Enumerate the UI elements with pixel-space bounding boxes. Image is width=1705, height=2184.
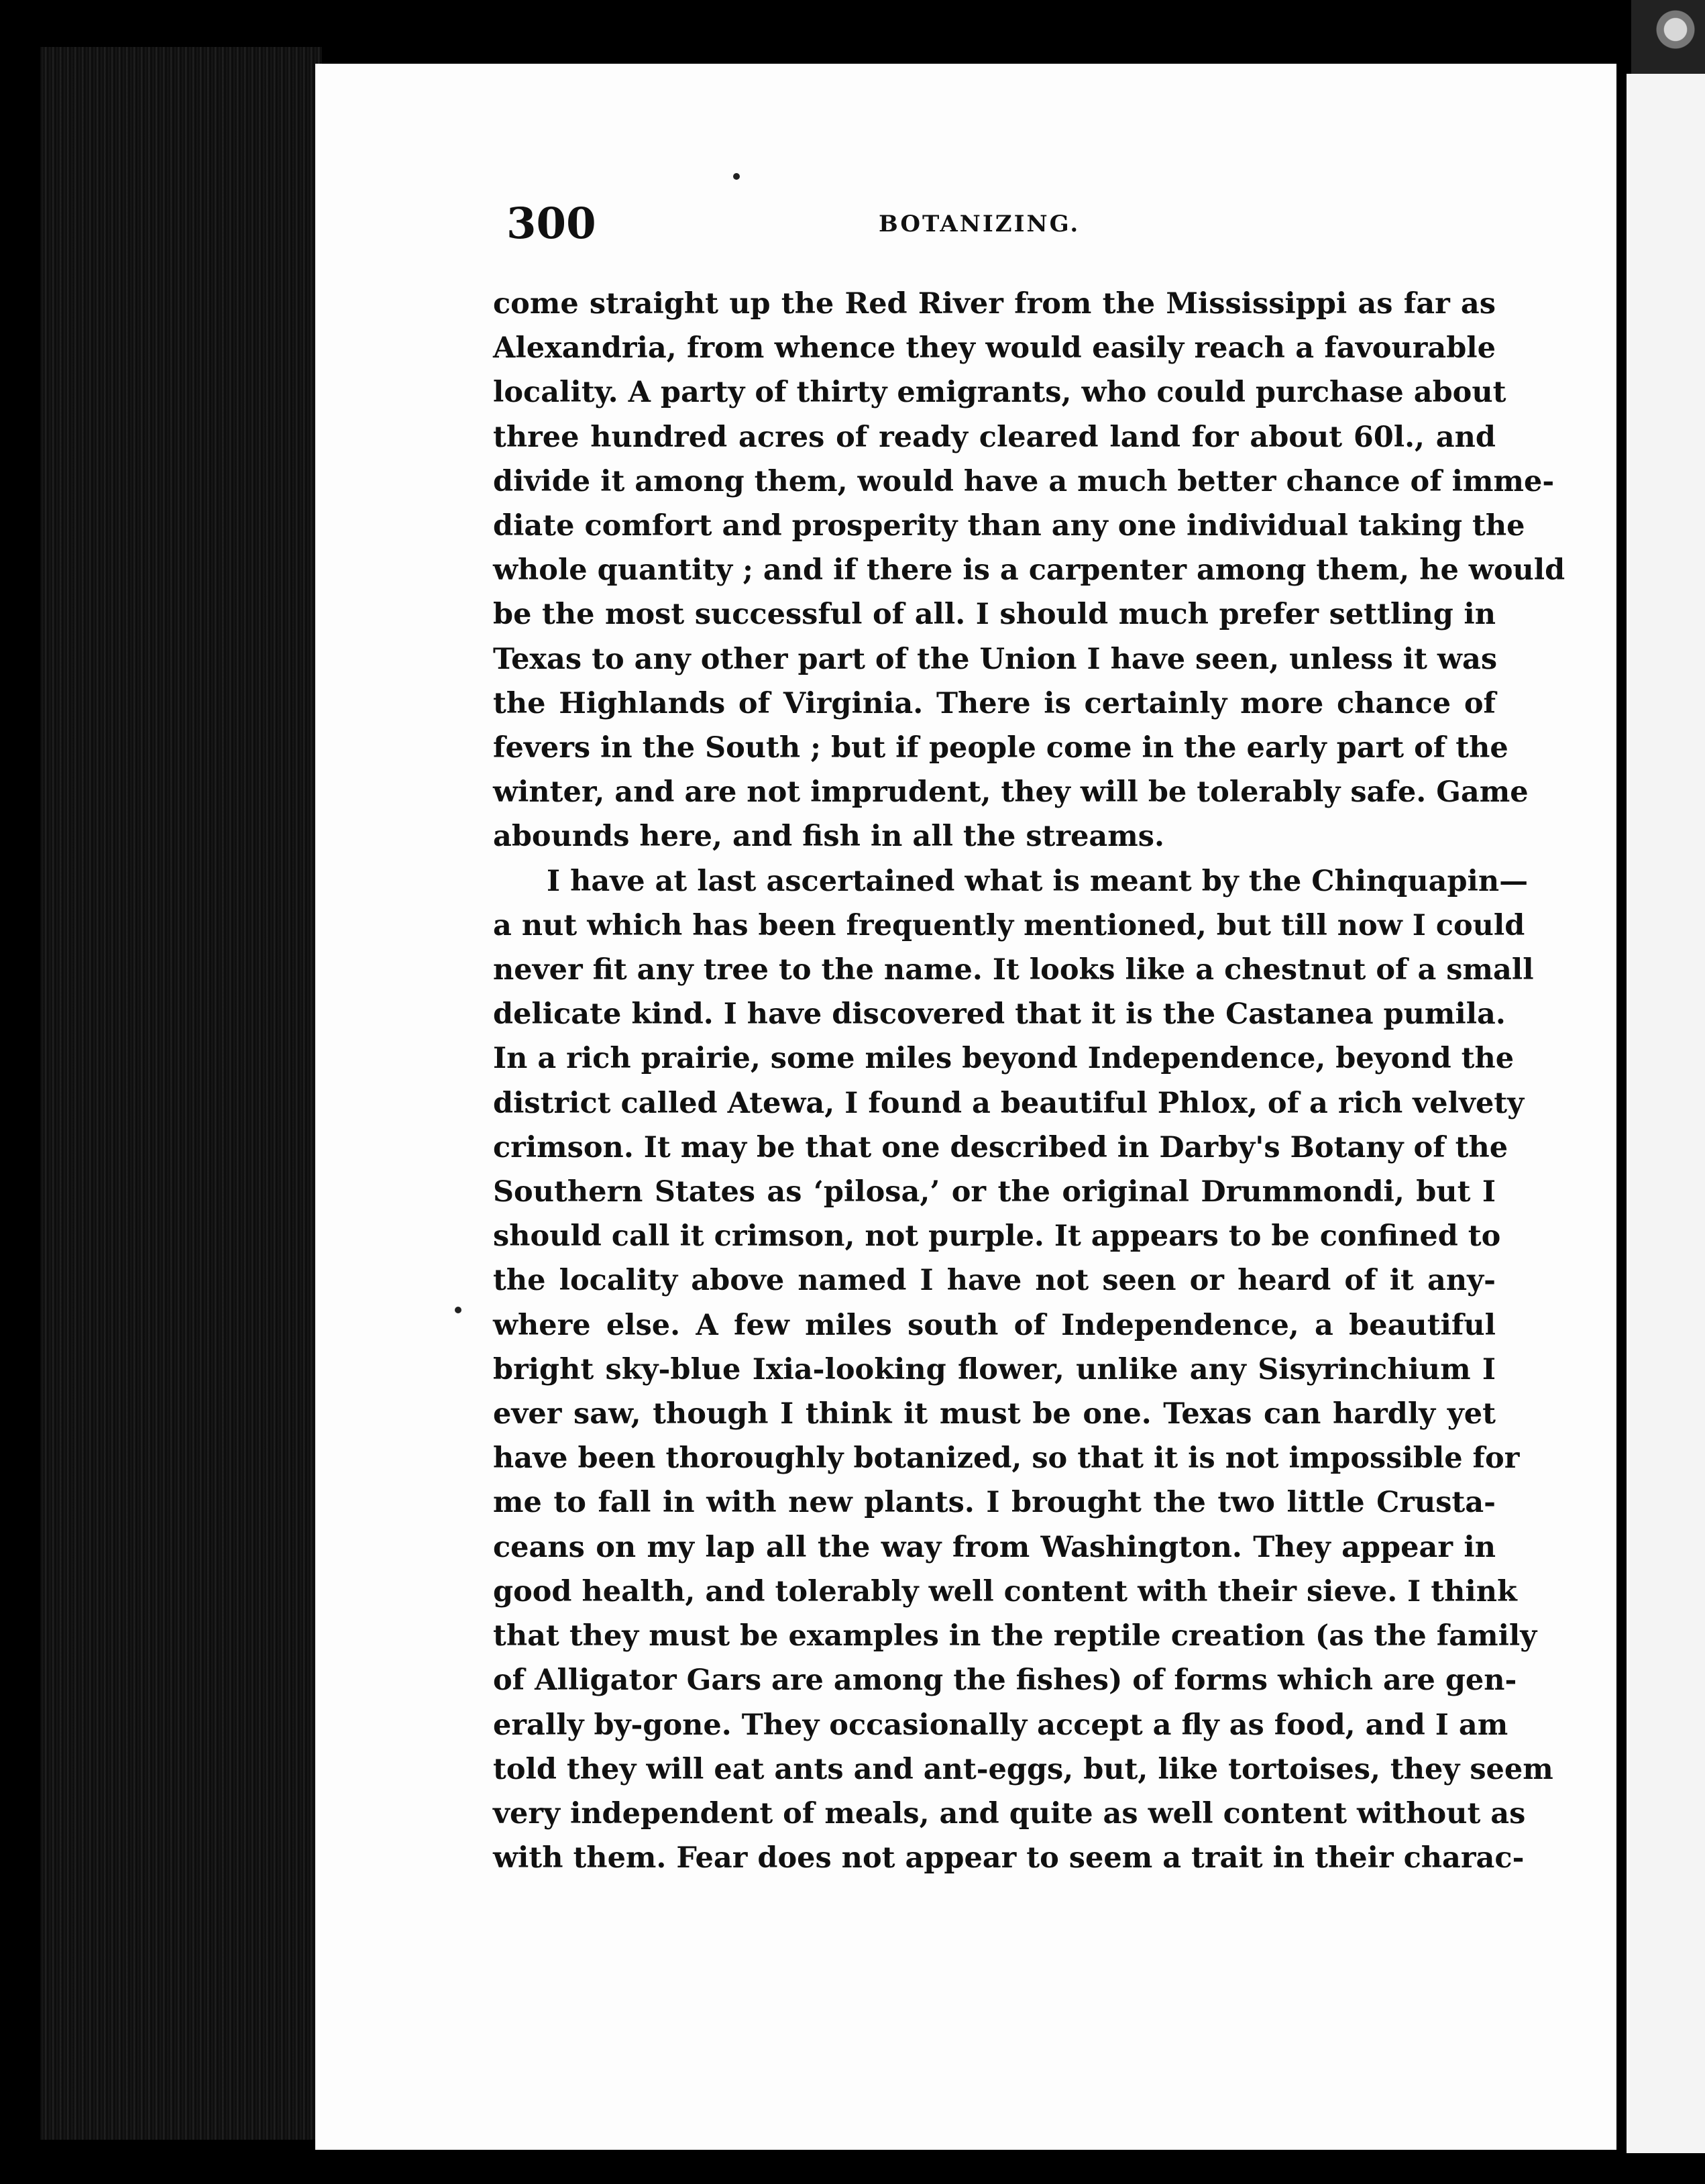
text-line: crimson. It may be that one described in Darby's Botany of the bbox=[493, 1130, 1508, 1164]
text-line: delicate kind. I have discovered that it is the Castanea pumila. bbox=[493, 997, 1506, 1032]
text-line: very independent of meals, and quite as well content without as bbox=[493, 1796, 1526, 1831]
text-line: ceans on my lap all the way from Washington. They appear in bbox=[493, 1530, 1496, 1564]
running-head: BOTANIZING. bbox=[879, 211, 1081, 237]
text-line: district called Atewa, I found a beautiful Phlox, of a rich velvety bbox=[493, 1086, 1525, 1120]
speck-mark bbox=[455, 1307, 461, 1313]
text-line: divide it among them, would have a much better chance of imme- bbox=[493, 464, 1555, 498]
next-page-edge bbox=[1627, 74, 1705, 2153]
text-line: three hundred acres of ready cleared land for about 60l., and bbox=[493, 420, 1496, 454]
page-edge-stack bbox=[40, 47, 322, 2140]
text-line: ever saw, though I think it must be one. Texas can hardly yet bbox=[493, 1397, 1496, 1431]
paragraph-start-line: I have at last ascertained what is meant by the Chinquapin— bbox=[547, 864, 1529, 898]
text-line: fevers in the South ; but if people come in the early part of the bbox=[493, 731, 1508, 765]
text-line: should call it crimson, not purple. It appears to be confined to bbox=[493, 1219, 1501, 1254]
text-line: me to fall in with new plants. I brought the two little Crusta- bbox=[493, 1486, 1496, 1520]
text-line: In a rich prairie, some miles beyond Independence, beyond the bbox=[493, 1042, 1515, 1076]
text-line: diate comfort and prosperity than any one individual taking the bbox=[493, 509, 1525, 543]
text-line: that they must be examples in the reptile creation (as the family bbox=[493, 1619, 1537, 1653]
text-line: bright sky-blue Ixia-looking flower, unlike any Sisyrinchium I bbox=[493, 1352, 1496, 1386]
text-line: be the most successful of all. I should much prefer settling in bbox=[493, 598, 1496, 632]
text-line: erally by-gone. They occasionally accept a fly as food, and I am bbox=[493, 1708, 1508, 1742]
page-number: 300 bbox=[506, 199, 596, 249]
text-line: Southern States as ‘pilosa,’ or the original Drummondi, but I bbox=[493, 1175, 1496, 1209]
text-line: with them. Fear does not appear to seem a trait in their charac- bbox=[493, 1841, 1525, 1875]
text-line: come straight up the Red River from the Mississippi as far as bbox=[493, 287, 1496, 321]
text-line: the Highlands of Virginia. There is certainly more chance of bbox=[493, 686, 1496, 720]
text-line: a nut which has been frequently mentioned, but till now I could bbox=[493, 908, 1525, 942]
speck-mark bbox=[733, 173, 740, 180]
page-header bbox=[506, 199, 1462, 249]
text-line: never fit any tree to the name. It looks like a chestnut of a small bbox=[493, 953, 1534, 987]
body-text bbox=[493, 282, 1565, 1880]
text-line: winter, and are not imprudent, they will be tolerably safe. Game bbox=[493, 775, 1529, 810]
text-line: of Alligator Gars are among the fishes) of forms which are gen- bbox=[493, 1663, 1517, 1698]
text-line: have been thoroughly botanized, so that it is not impossible for bbox=[493, 1441, 1520, 1476]
text-line: where else. A few miles south of Independence, a beautiful bbox=[493, 1308, 1496, 1342]
text-line: good health, and tolerably well content with their sieve. I think bbox=[493, 1574, 1517, 1608]
text-line: whole quantity ; and if there is a carpenter among them, he would bbox=[493, 553, 1565, 588]
text-line: locality. A party of thirty emigrants, who could purchase about bbox=[493, 376, 1506, 410]
corner-blot bbox=[1631, 0, 1705, 74]
text-line: abounds here, and fish in all the streams. bbox=[493, 820, 1164, 854]
text-line: the locality above named I have not seen or heard of it any- bbox=[493, 1264, 1496, 1298]
text-line: Texas to any other part of the Union I have seen, unless it was bbox=[493, 642, 1498, 676]
text-line: told they will eat ants and ant-eggs, but, like tortoises, they seem bbox=[493, 1752, 1553, 1786]
text-line: Alexandria, from whence they would easily reach a favourable bbox=[493, 331, 1496, 366]
